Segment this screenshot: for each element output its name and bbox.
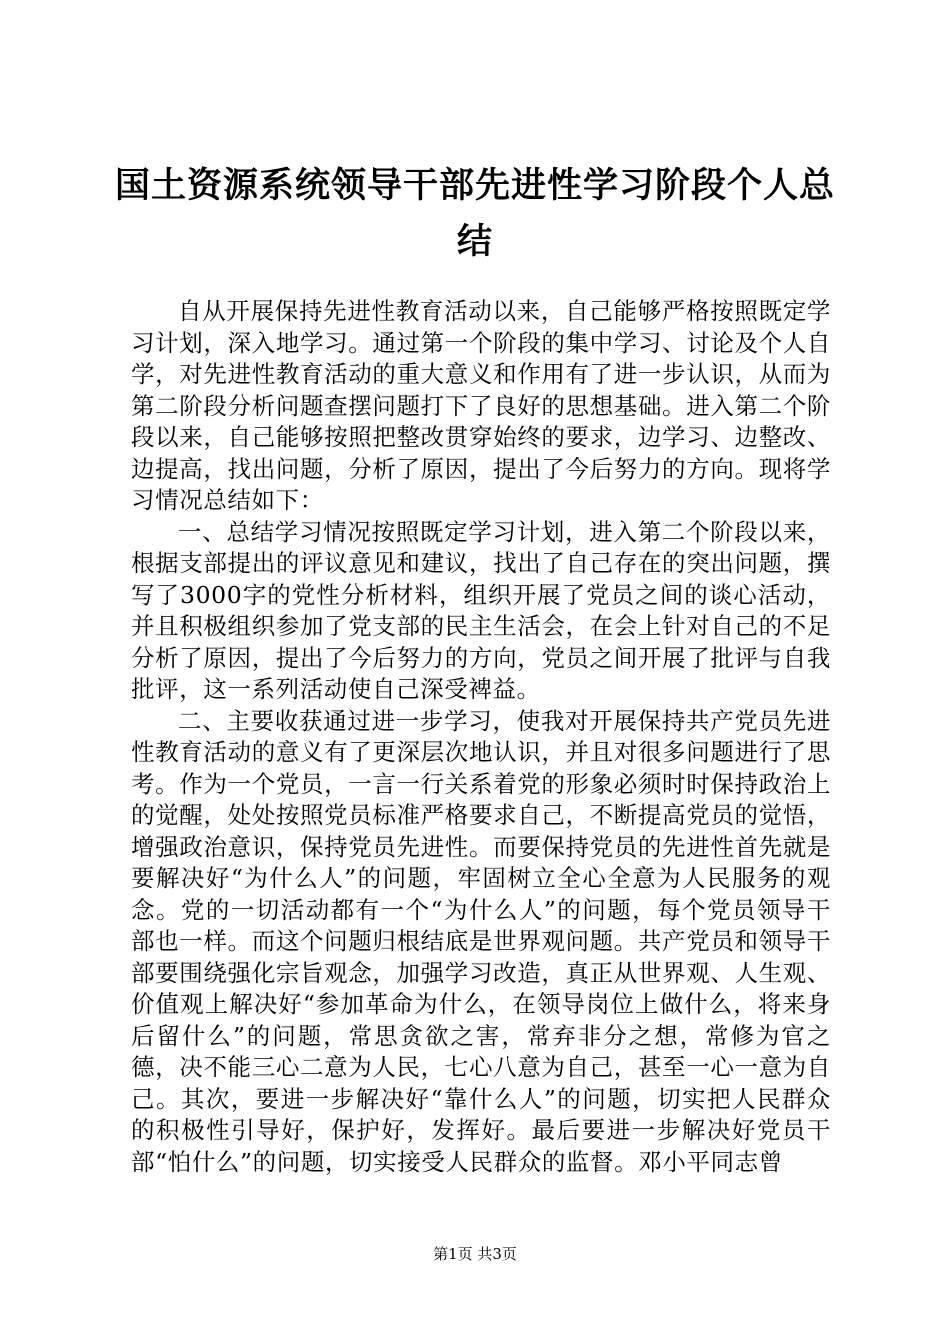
document-title: 国土资源系统领导干部先进性学习阶段个人总结: [114, 166, 835, 262]
paragraph-section-one: 一、总结学习情况按照既定学习计划，进入第二个阶段以来，根据支部提出的评议意见和建议，找出了自己存在的突出问题，撰写了3000字的党性分析材料，组织开展了党员之间的谈心活动，并且积极组织参加了党支部的民主生活会，在会上针对自己的不足分析了原因，提出了今后努力的方向，党员之间开展了批评与自我批评，这一系列活动使自己深受裨益。: [131, 517, 831, 703]
paragraph-intro: 自从开展保持先进性教育活动以来，自己能够严格按照既定学习计划，深入地学习。通过第一个阶段的集中学习、讨论及个人自学，对先进性教育活动的重大意义和作用有了进一步认识，从而为第二阶段分析问题查摆问题打下了良好的思想基础。进入第二个阶段以来，自己能够按照把整改贯穿始终的要求，边学习、边整改、边提高，找出问题，分析了原因，提出了今后努力的方向。现将学习情况总结如下：: [131, 297, 831, 514]
paragraph-section-two: 二、主要收获通过进一步学习，使我对开展保持共产党员先进性教育活动的意义有了更深层次地认识，并且对很多问题进行了思考。作为一个党员，一言一行关系着党的形象必须时时保持政治上的觉醒，处处按照党员标准严格要求自己，不断提高党员的觉悟，增强政治意识，保持党员先进性。而要保持党员的先进性首先就是要解决好“为什么人”的问题，牢固树立全心全意为人民服务的观念。党的一切活动都有一个“为什么人”的问题，每个党员领导干部也一样。而这个问题归根结底是世界观问题。共产党员和领导干部要围绕强化宗旨观念，加强学习改造，真正从世界观、人生观、价值观上解决好“参加革命为什么，在领导岗位上做什么，将来身后留什么”的问题，常思贪欲之害，常弃非分之想，常修为官之德，决不能三心二意为人民，七心八意为自己，甚至一心一意为自己。其次，要进一步解决好“靠什么人”的问题，切实把人民群众的积极性引导好，保护好，发挥好。最后要进一步解决好党员干部“怕什么”的问题，切实接受人民群众的监督。邓小平同志曾: [131, 706, 831, 1176]
document-body: [131, 296, 831, 1178]
page-footer: 第1页 共3页: [433, 1245, 517, 1263]
